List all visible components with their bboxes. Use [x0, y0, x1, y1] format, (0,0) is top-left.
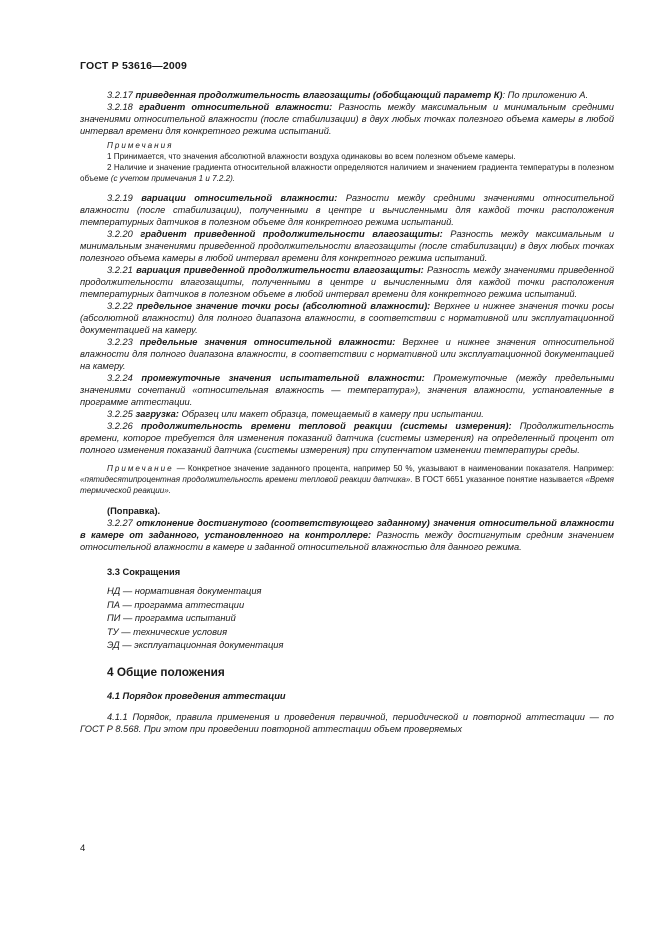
- clause-3-2-25: 3.2.25 загрузка: Образец или макет образца, помещаемый в камеру при испытании.: [107, 409, 484, 419]
- clause-3-2-27: 3.2.27 отклонение достигнутого (соответствующего заданному) значения относительной влажности в камере от заданного, установленного на контроллере: Разность между достигнутым средним значением относительной влажности в камере и заданной относительной влажностью для данного режима.: [80, 518, 615, 552]
- abbr-item: НД — нормативная документация: [107, 586, 262, 596]
- note-block-2: Примечание — Конкретное значение заданного процента, например 50 %, указывают в наименовании показателя. Например: «пятидесятипроцентная продолжительность времени тепловой реакции датчика». В ГОСТ 6651 указанное понятие называется «Время термической реакции».: [80, 464, 614, 495]
- notes-block-1: [80, 140, 614, 184]
- page-number: 4: [80, 843, 86, 854]
- clause-3-2-20: 3.2.20 градиент приведенной продолжительности влагозащиты: Разность между максимальным и минимальным значениями приведенной продолжительности влагозащиты (после стабилизации) в двух любых точках полезного объема камеры в любой интервал времени для конкретного режима испытаний.: [80, 229, 614, 263]
- abbr-item: ТУ — технические условия: [107, 626, 228, 637]
- clause-3-2-26: 3.2.26 продолжительность времени тепловой реакции (системы измерения): Продолжительность времени, которое требуется для изменения показаний датчика (системы измерения) на определенный процент от полного изменения показаний датчика (системы измерения) при ступенчатом изменении температуры среды.: [80, 421, 614, 455]
- clause-3-2-18: 3.2.18 градиент относительной влажности: Разность между максимальным и минимальным средними значениями относительной влажности (после стабилизации) в двух любых точках полезного объема камеры в любой интервал времени для конкретного режима испытаний.: [80, 102, 614, 136]
- clause-3-2-24: 3.2.24 промежуточные значения испытательной влажности: Промежуточные (между предельными значениями сочетаний «относительная влажность — температура»), значения влажности, установленные в программе аттестации.: [80, 373, 614, 407]
- section-3-3-heading: 3.3 Сокращения: [107, 567, 181, 577]
- page-header: ГОСТ Р 53616—2009: [80, 60, 188, 72]
- note-1: 1 Принимается, что значения абсолютной влажности воздуха одинаковы во всем полезном объеме камеры.: [107, 152, 516, 161]
- abbreviations-list: [80, 585, 614, 653]
- popravka: (Поправка).: [107, 506, 161, 516]
- clause-3-2-17: 3.2.17 приведенная продолжительность влагозащиты (обобщающий параметр К): По приложению А.: [107, 90, 589, 100]
- document-body: [80, 89, 614, 735]
- clause-3-2-21: 3.2.21 вариация приведенной продолжительности влагозащиты: Разность между значениями приведенной продолжительности влагозащиты, полученными в центре и вычисленными для каждой точки расположения температурных датчиков в полезном объеме в любой интервал времени для конкретного режима испытаний.: [80, 265, 614, 299]
- clause-3-2-23: 3.2.23 предельные значения относительной влажности: Верхнее и нижнее значения относительной влажности для полного диапазона влажности, в соответствии с нормативной или эксплуатационной документацией на камеру.: [80, 337, 615, 371]
- clause-4-1-1: 4.1.1 Порядок, правила применения и проведения первичной, периодической и повторной аттестации — по ГОСТ Р 8.568. При этом при проведении повторной аттестации объем проверяемых: [80, 711, 614, 734]
- abbr-item: ПИ — программа испытаний: [107, 613, 236, 623]
- clause-3-2-22: 3.2.22 предельное значение точки росы (абсолютной влажности): Верхнее и нижнее значения точки росы (абсолютной влажности) для полного диапазона влажности, в соответствии с нормативной или эксплуатационной документацией на камеру.: [80, 301, 614, 335]
- note-2: 2 Наличие и значение градиента относительной влажности определяются наличием и значением градиента температуры в полезном объеме (с учетом примечания 1 и 7.2.2).: [80, 163, 614, 183]
- section-4-1-heading: 4.1 Порядок проведения аттестации: [107, 690, 286, 701]
- notes-heading: Примечания: [107, 141, 174, 150]
- abbr-item: ПА — программа аттестации: [107, 599, 245, 610]
- abbr-item: ЭД — эксплуатационная документация: [107, 640, 284, 650]
- clause-3-2-19: 3.2.19 вариации относительной влажности: Разности между средними значениями относительной влажности (после стабилизации), полученными в центре и вычисленными для каждой точки расположения температурных датчиков в полезном объеме для конкретного режима испытаний.: [80, 193, 614, 227]
- section-4-heading: 4 Общие положения: [107, 664, 225, 679]
